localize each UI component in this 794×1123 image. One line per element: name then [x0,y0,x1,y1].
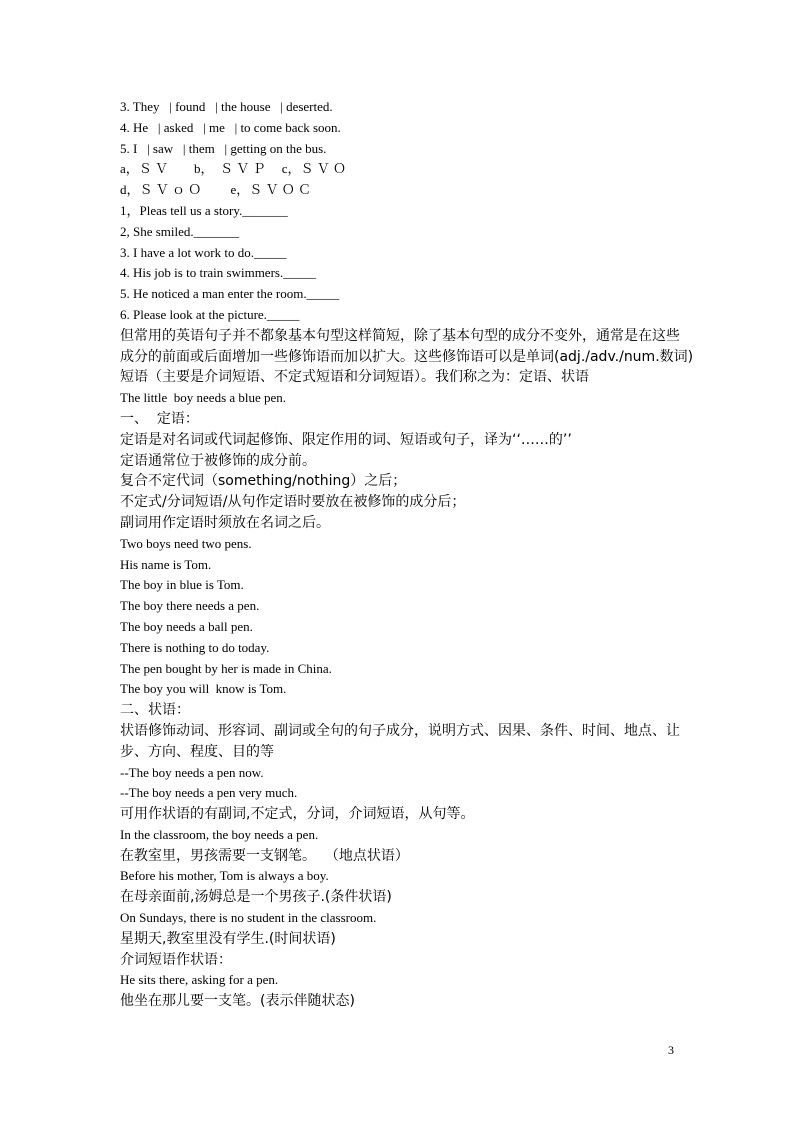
text-line: On Sundays, there is no student in the classroom. [120,910,377,926]
document-body [120,97,700,1012]
text-line: 6. Please look at the picture._____ [120,306,300,322]
text-line: 他坐在那儿要一支笔。(表示伴随状态) [120,993,355,1010]
text-line: 副词用作定语时须放在名词之后。 [120,514,330,531]
text-line: 不定式/分词短语/从句作定语时要放在被修饰的成分后； [120,494,466,511]
text-line: 可用作状语的有副词,不定式，分词，介词短语，从句等。 [120,806,475,823]
text-line: 介词短语作状语： [120,951,232,968]
text-line: --The boy needs a pen very much. [120,785,298,801]
text-line: 复合不定代词（something/nothing）之后； [120,473,407,490]
text-line: 步、方向、程度、目的等 [120,743,274,760]
text-line: 4. He | asked | me | to come back soon. [120,119,341,135]
text-line: 短语（主要是介词短语、不定式短语和分词短语）。我们称之为：定语、状语 [120,369,589,386]
page-number: 3 [668,1043,674,1057]
text-line: a，Ｓ Ｖ b， Ｓ Ｖ Ｐ c，Ｓ Ｖ Ｏ [120,161,347,177]
text-line: The boy there needs a pen. [120,598,260,614]
text-line: 3. I have a lot work to do._____ [120,244,287,260]
text-line: The boy in blue is Tom. [120,577,244,593]
text-line: Before his mother, Tom is always a boy. [120,868,329,884]
text-line: There is nothing to do today. [120,639,270,655]
text-line: The boy you will know is Tom. [120,681,287,697]
text-line: 在教室里，男孩需要一支钢笔。 （地点状语） [120,847,409,864]
text-line: In the classroom, the boy needs a pen. [120,826,319,842]
text-line: 一、 定语： [120,410,199,427]
text-line: 星期天,教室里没有学生.(时间状语) [120,930,336,947]
text-line: 在母亲面前,汤姆总是一个男孩子.(条件状语) [120,889,392,906]
text-line: 1，Pleas tell us a story._______ [120,202,288,218]
text-line: 定语通常位于被修饰的成分前。 [120,452,316,469]
text-line: The little boy needs a blue pen. [120,390,287,406]
text-line: 二、状语： [120,702,190,719]
text-line: His name is Tom. [120,556,212,572]
text-line: 2, She smiled._______ [120,223,240,239]
text-line: 5. I | saw | them | getting on the bus. [120,140,327,156]
text-line: 5. He noticed a man enter the room._____ [120,286,340,302]
text-line: 3. They | found | the house | deserted. [120,99,333,114]
text-line: 4. His job is to train swimmers._____ [120,265,316,281]
text-line: 定语是对名词或代词起修饰、限定作用的词、短语或句子，译为‘‘……的’’ [120,431,572,448]
text-line: --The boy needs a pen now. [120,764,264,780]
text-line: The boy needs a ball pen. [120,618,253,634]
text-line: 成分的前面或后面增加一些修饰语而加以扩大。这些修饰语可以是单词(adj./adv./num.数词) [120,348,694,365]
text-line: 状语修饰动词、形容词、副词或全句的句子成分，说明方式、因果、条件、时间、地点、让 [120,722,680,739]
text-line: Two boys need two pens. [120,535,252,551]
text-line: 但常用的英语句子并不都象基本句型这样简短，除了基本句型的成分不变外，通常是在这些 [120,327,680,344]
text-line: The pen bought by her is made in China. [120,660,332,676]
text-line: He sits there, asking for a pen. [120,972,279,988]
text-line: d，Ｓ Ｖ ｏ Ｏ e，Ｓ Ｖ Ｏ Ｃ [120,182,312,198]
